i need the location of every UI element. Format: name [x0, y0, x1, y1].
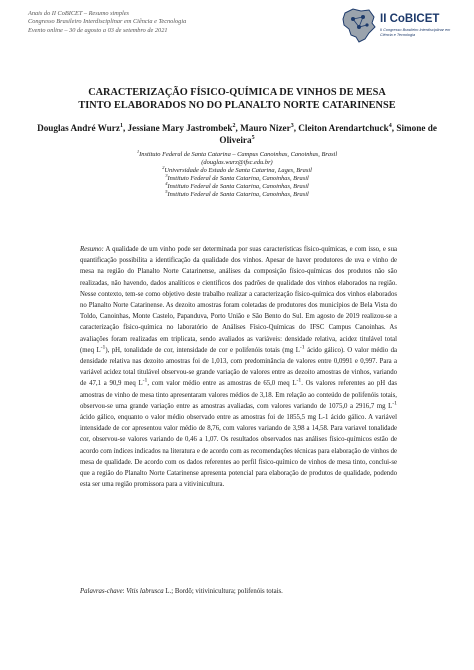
title-line-1: CARACTERIZAÇÃO FÍSICO-QUÍMICA DE VINHOS DE MESA [88, 87, 386, 98]
affiliation: $^3$Instituto Federal de Santa Catarina, Canoinhas, Brasil [165, 173, 309, 183]
author: Jessiane Mary Jastrombek$^2$, [127, 122, 241, 133]
affiliation-list [30, 148, 444, 200]
author-list [30, 123, 444, 146]
brazil-map-icon [339, 5, 379, 45]
author: Douglas André Wurz$^1$, [37, 122, 128, 133]
header-line-2: Congresso Brasileiro Interdisciplinar em Ciência e Tecnologia [28, 18, 187, 26]
abstract: Resumo: A qualidade de um vinho pode ser determinada por suas características físico-químicas, e com isso, e sua quantificação possibilita a identificação da qualidade dos vinhos. Apesar de haver produtores de uva e vinho de mesa na região do Planalto Norte Catarinense, análises da composição físico-químicas dos produtos não são realizadas, não havendo, dados analíticos e científicos dos padrões de qualidade dos vinhos elaborados na região. Nesse contexto, tem-se como objetivo deste trabalho realizar a caracterização físico-química dos vinhos elaborados no Planalto Norte Catarinense. As dezoito amostras foram coletadas de produtores dos municípios de Bela Vista do Toldo, Canoinhas, Monte Castelo, Papanduva, Porto União e São Bento do Sul. Em agosto de 2019 realizou-se a caracterização físico-química no laboratório de Análises Físico-Químicas do IFSC Campus Canoinhas. As avaliações foram realizadas em triplicata, sendo avaliados as variáveis: densidade relativa, acidez titulável total (meq $L^{-1}$), pH, tonalidade de cor, intensidade de cor e polifenóis totais (mg $L^{-1}$ ácido gálico). O valor médio da densidade relativa nas dezoito amostras foi de 1,013, com predominância de valores entre 0,0991 e 0,997. Para a variável acidez total titulável observou-se grande variação de valores entre as dezoito amostras de vinhos, variando de 47,1 a 90,9 meq $L^{-1}$, com valor médio entre as amostras de 65,0 meq $L^{-1}$. Os valores referentes ao pH das amostras de vinho de mesa tinto apresentaram valores médios de 3,18. Em relação ao conteúdo de polifenóis totais, observou-se uma grande variação entre as amostras avaliadas, com valores variando de 1075,0 a 2916,7 mg $L^{-1}$ ácido gálico, enquanto o valor médio observado entre as amostras foi de 1855,5 mg L-1 ácido gálico. A variável intensidade de cor apresentou valor médio de 8,76, com valores variando de 3,98 a 14,58. Para variavel tonalidade cor, observou-se valores variando de 0,46 a 1,07. Os resultados observados nas análises físico-químicos estão de acordo com índices indicados na literatura e de acordo com as recomendações técnicas para elaboração de vinhos de mesa de qualidade. De acordo com os dados referentes ao perfil físico-químico de vinhos de mesa tinto, conclui-se que a região do Planalto Norte Catarinense apresenta potencial para elaboração de produtos de qualidade, podendo esta ser uma região promissora para a vitivinicultura. [80, 246, 397, 489]
abstract-label: Resumo: [80, 246, 104, 253]
paper-title [30, 86, 444, 112]
header-line-1: Anais do II CoBICET – Resumo simples [28, 10, 129, 17]
keywords: Palavras-chave: Vitis labrusca L.; Bordô; vitivinicultura; polifenóis totais. [80, 588, 283, 595]
affiliation: $^1$Instituto Federal de Santa Catarina – Campus Canoinhas, Canoinhas, Brasil [136, 148, 338, 158]
affiliation-email: (douglas.wurz@ifsc.edu.br) [201, 159, 273, 167]
logo-subtitle: II Congresso Brasileiro Interdisciplinar em Ciência e Tecnologia [380, 28, 451, 37]
logo-name: II CoBICET [380, 13, 440, 25]
author: Cleiton Arendartchuck$^4$, [298, 122, 397, 133]
author: Simone de Oliveira$^5$ [219, 123, 437, 145]
title-line-2: TINTO ELABORADOS NO DO PLANALTO NORTE CATARINENSE [78, 100, 396, 111]
conference-header [28, 10, 186, 35]
affiliation: $^2$Universidade do Estado de Santa Catarina, Lages, Brasil [162, 165, 312, 175]
affiliation: $^5$Instituto Federal de Santa Catarina, Canoinhas, Brasil [165, 189, 309, 199]
keywords-label: Palavras-chave [80, 588, 123, 595]
author: Mauro Nizer$^3$, [240, 122, 299, 133]
conference-logo [339, 4, 457, 46]
header-line-3: Evento online – 30 de agosto a 03 de setembro de 2021 [28, 26, 168, 34]
affiliation: $^4$Instituto Federal de Santa Catarina, Canoinhas, Brasil [165, 181, 309, 191]
